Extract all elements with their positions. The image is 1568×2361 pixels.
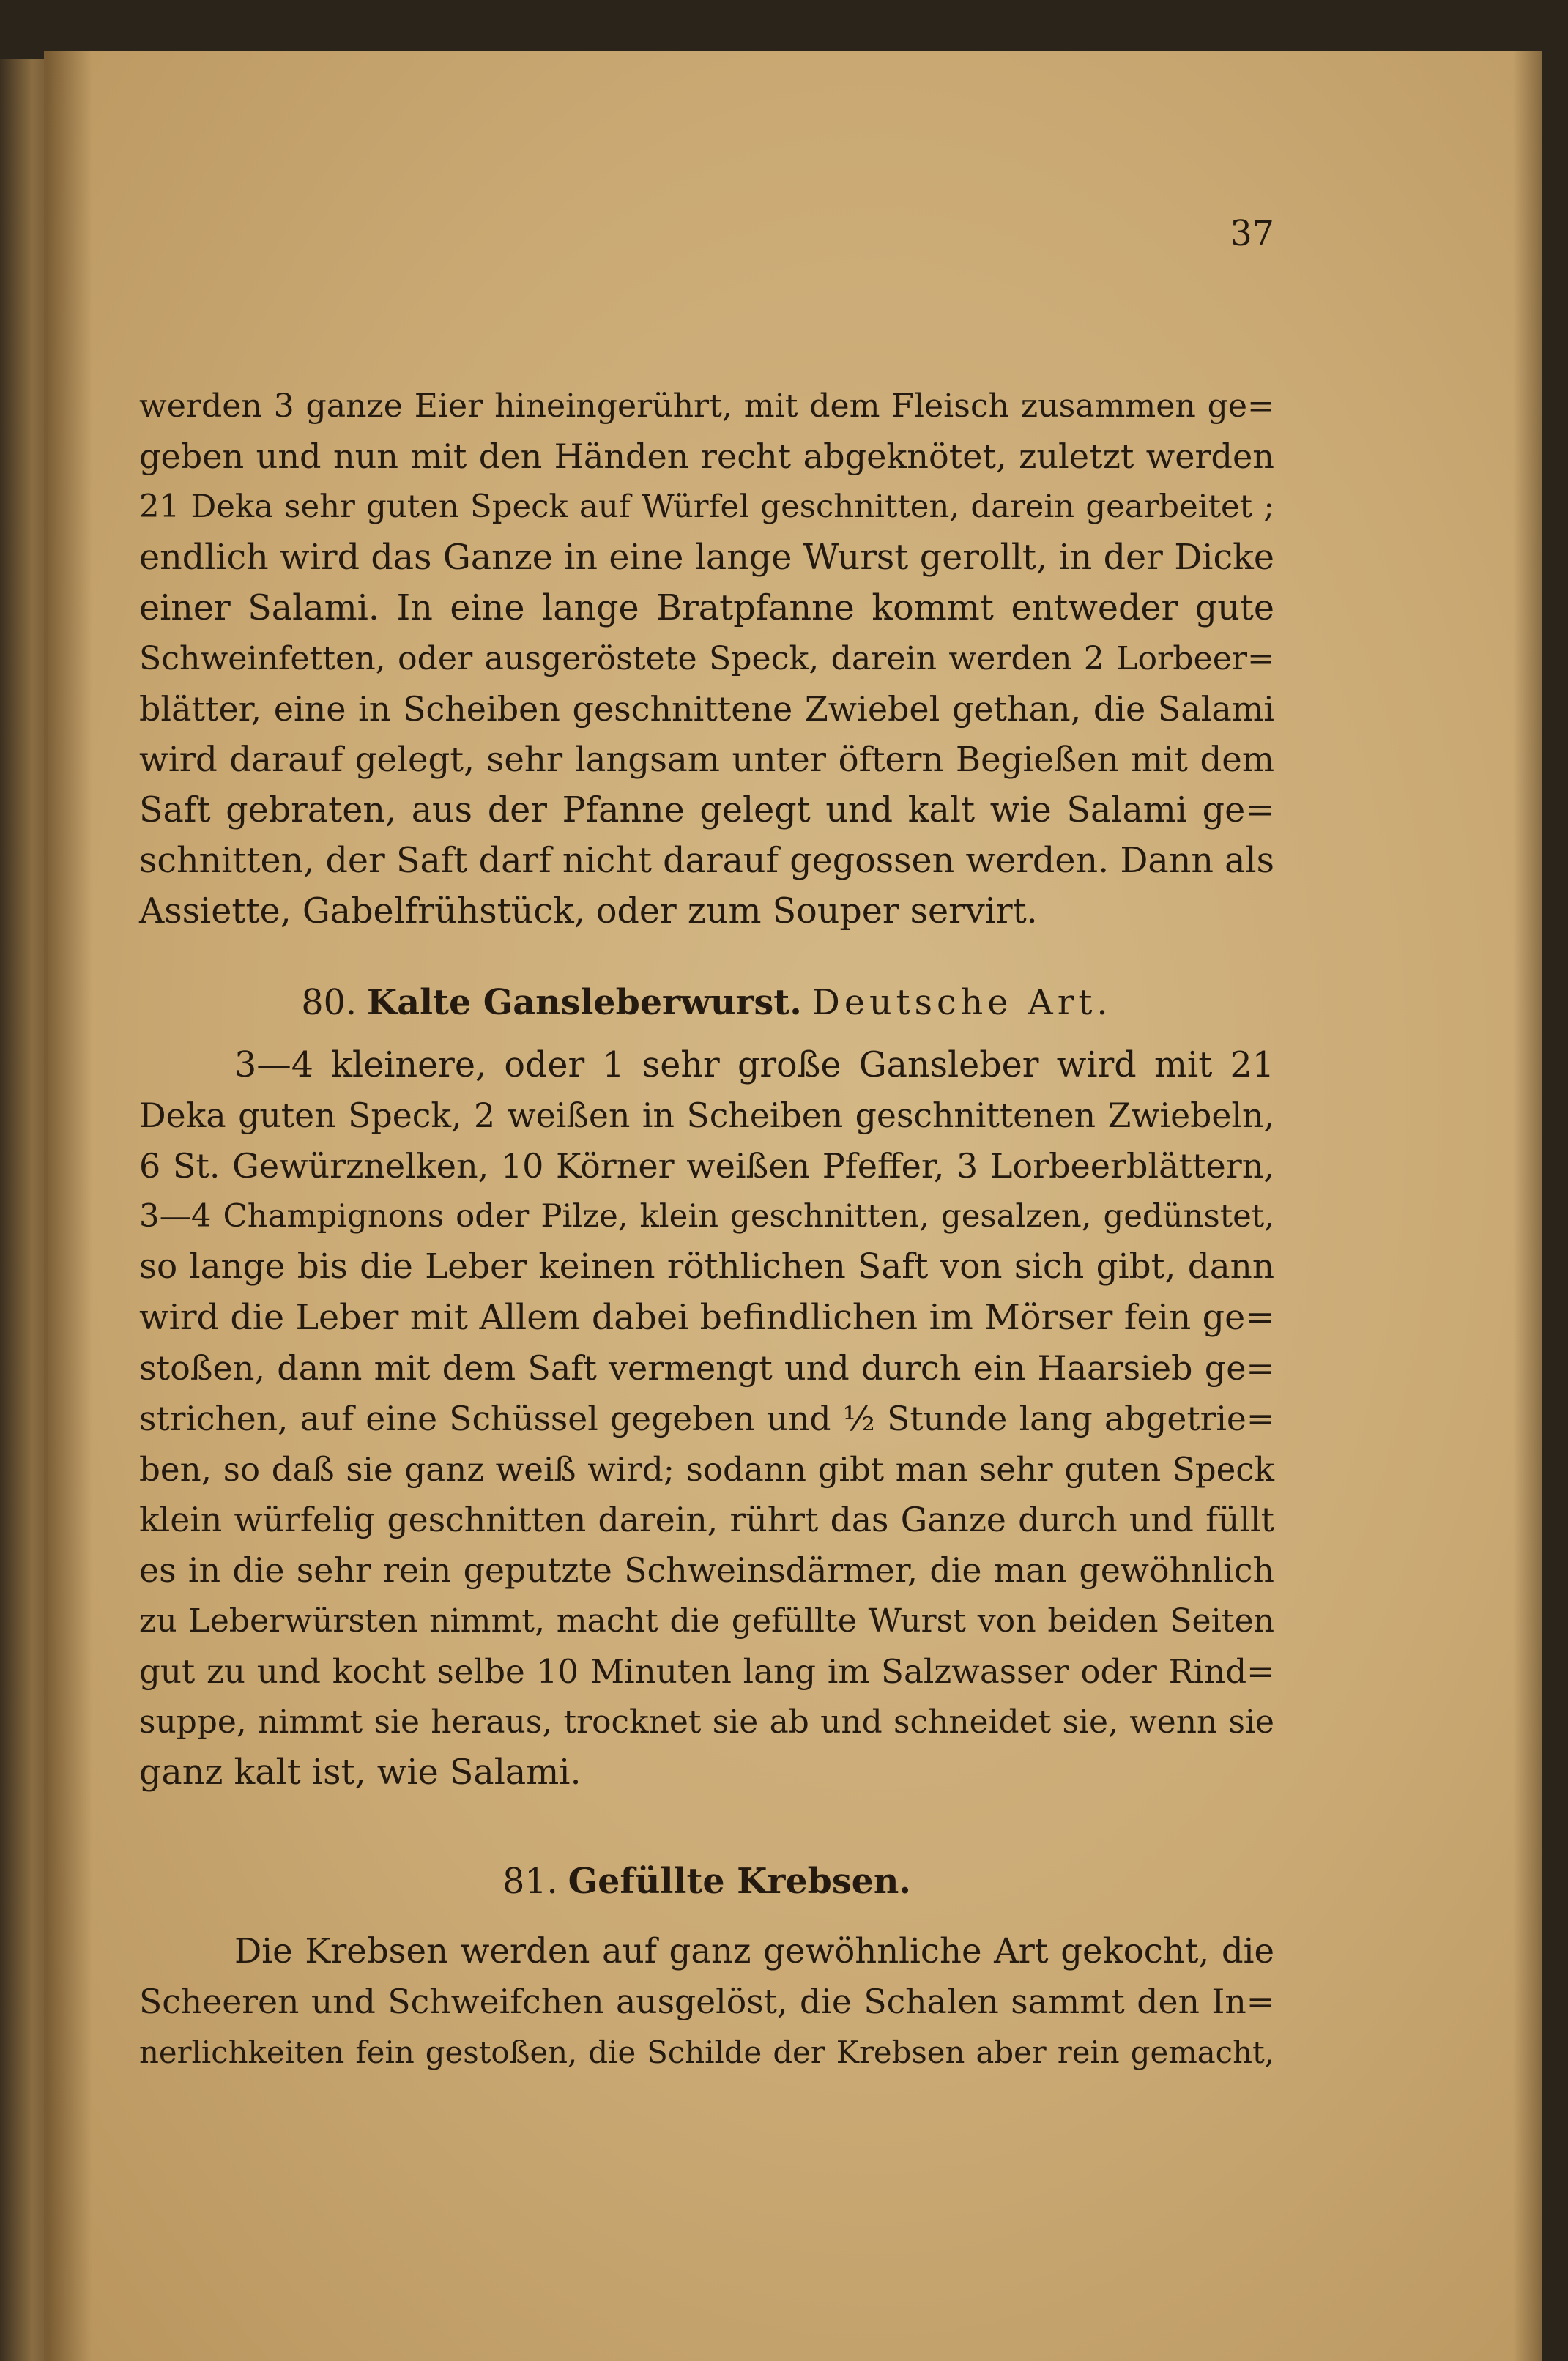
- text-line: einer Salami. In eine lange Bratpfanne kommt entweder gute: [139, 588, 1274, 628]
- text-line: Deka guten Speck, 2 weißen in Scheiben geschnittenen Zwiebeln,: [139, 1096, 1274, 1135]
- text-line: Scheeren und Schweifchen ausgelöst, die Schalen sammt den In=: [139, 1982, 1274, 2021]
- text-line: Assiette, Gabelfrühstück, oder zum Souper servirt.: [139, 891, 1038, 932]
- recipe-80-body: [139, 1040, 1274, 1798]
- text-line: 6 St. Gewürznelken, 10 Körner weißen Pfeffer, 3 Lorbeerblättern,: [139, 1146, 1274, 1186]
- recipe-number: 81.: [502, 1862, 558, 1902]
- recipe-number: 80.: [301, 983, 357, 1023]
- recipe-title: Gefüllte Krebsen.: [568, 1861, 911, 1902]
- recipe-subtitle: Deutsche Art.: [811, 983, 1112, 1023]
- text-line: endlich wird das Ganze in eine lange Wurst gerollt, in der Dicke: [139, 538, 1274, 578]
- text-line: geben und nun mit den Händen recht abgeknötet, zuletzt werden: [139, 436, 1274, 476]
- text-line: wird die Leber mit Allem dabei befindlichen im Mörser fein ge=: [139, 1298, 1274, 1338]
- recipe-81-body: [139, 1926, 1274, 2078]
- text-line: 3—4 Champignons oder Pilze, klein geschnitten, gesalzen, gedünstet,: [139, 1198, 1274, 1235]
- recipe-81-heading: [139, 1856, 1274, 1907]
- text-line: Schweinfetten, oder ausgeröstete Speck, darein werden 2 Lorbeer=: [139, 640, 1274, 677]
- text-line: Die Krebsen werden auf ganz gewöhnliche Art gekocht, die: [234, 1931, 1274, 1971]
- text-line: Saft gebraten, aus der Pfanne gelegt und kalt wie Salami ge=: [139, 790, 1274, 830]
- page-shadow-right: [1513, 51, 1542, 2361]
- text-line: stoßen, dann mit dem Saft vermengt und durch ein Haarsieb ge=: [139, 1348, 1274, 1388]
- paragraph-continuation: [139, 381, 1274, 937]
- text-line: ben, so daß sie ganz weiß wird; sodann gibt man sehr guten Speck: [139, 1450, 1274, 1489]
- text-line: blätter, eine in Scheiben geschnittene Zwiebel gethan, die Salami: [139, 689, 1274, 729]
- text-line: so lange bis die Leber keinen röthlichen Saft von sich gibt, dann: [139, 1247, 1274, 1287]
- text-line: wird darauf gelegt, sehr langsam unter öftern Begießen mit dem: [139, 740, 1274, 779]
- text-line: nerlichkeiten fein gestoßen, die Schilde der Krebsen aber rein gemacht,: [139, 2034, 1274, 2070]
- text-line: zu Leberwürsten nimmt, macht die gefüllte Wurst von beiden Seiten: [139, 1602, 1274, 1640]
- page-number: 37: [1230, 214, 1274, 254]
- recipe-title: Kalte Gansleberwurst.: [366, 982, 802, 1023]
- text-line: ganz kalt ist, wie Salami.: [139, 1752, 582, 1793]
- recipe-80-heading: [139, 978, 1274, 1028]
- text-line: werden 3 ganze Eier hineingerührt, mit dem Fleisch zusammen ge=: [139, 387, 1274, 425]
- text-line: klein würfelig geschnitten darein, rührt das Ganze durch und füllt: [139, 1501, 1274, 1539]
- text-line: strichen, auf eine Schüssel gegeben und ½ Stunde lang abgetrie=: [139, 1399, 1274, 1438]
- text-line: schnitten, der Saft darf nicht darauf gegossen werden. Dann als: [139, 841, 1274, 881]
- text-line: es in die sehr rein geputzte Schweinsdärmer, die man gewöhnlich: [139, 1550, 1274, 1590]
- text-line: 3—4 kleinere, oder 1 sehr große Gansleber wird mit 21: [234, 1045, 1274, 1085]
- text-line: 21 Deka sehr guten Speck auf Würfel geschnitten, darein gearbeitet ;: [139, 488, 1274, 525]
- page-shadow-left: [48, 51, 92, 2361]
- text-line: gut zu und kocht selbe 10 Minuten lang im Salzwasser oder Rind=: [139, 1652, 1274, 1691]
- text-line: suppe, nimmt sie heraus, trocknet sie ab und schneidet sie, wenn sie: [139, 1703, 1274, 1741]
